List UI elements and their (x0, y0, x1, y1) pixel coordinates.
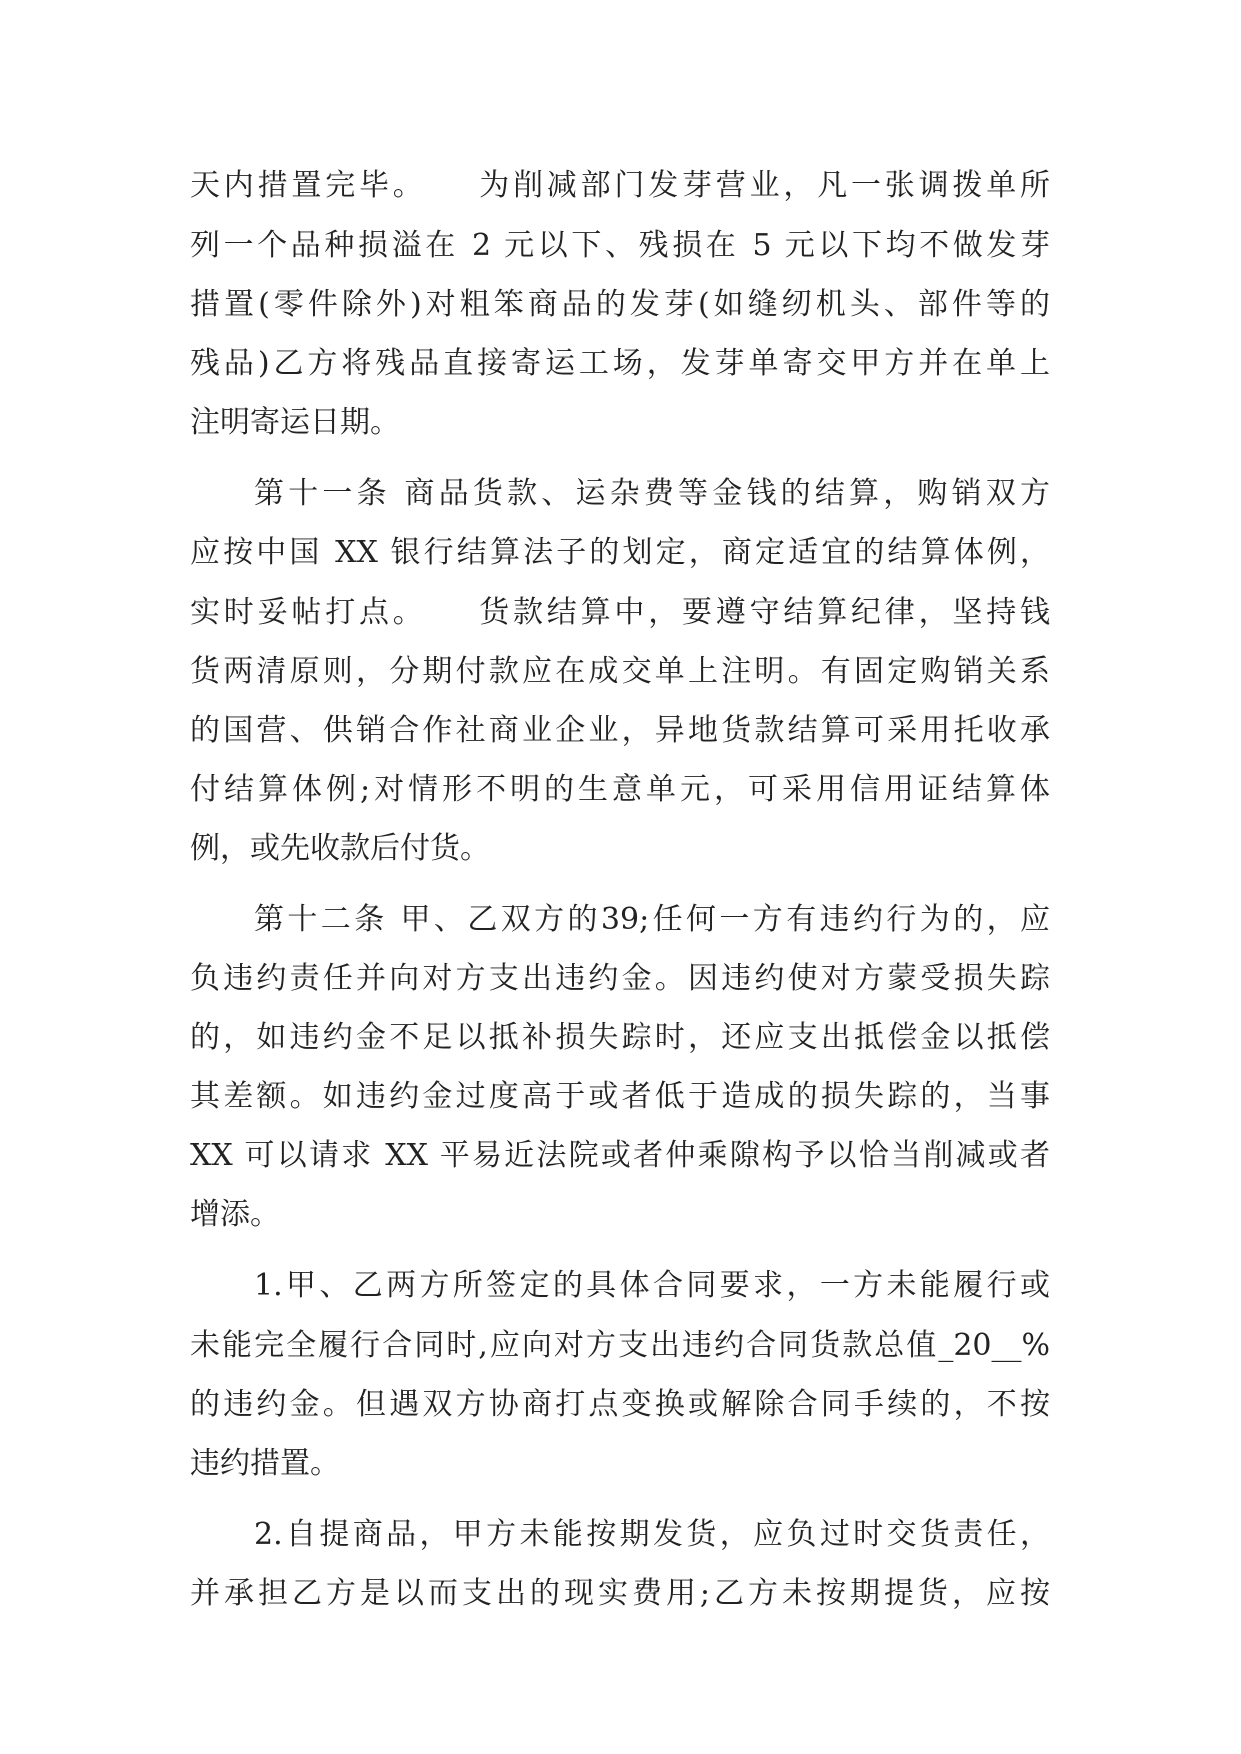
paragraph-line: 实时妥帖打点。 货款结算中，要遵守结算纪律，坚持钱 (190, 595, 1050, 630)
article-11-heading-line: 第十一条 商品货款、运杂费等金钱的结算，购销双方 (254, 476, 1050, 511)
paragraph-line: 应按中国 XX 银行结算法子的划定，商定适宜的结算体例， (190, 535, 1050, 570)
paragraph-line: 货两清原则，分期付款应在成交单上注明。有固定购销关系 (190, 654, 1050, 689)
article-12-heading-line: 第十二条 甲、乙双方的39;任何一方有违约行为的，应 (254, 902, 1050, 937)
paragraph-line: 的违约金。但遇双方协商打点变换或解除合同手续的，不按 (190, 1387, 1050, 1422)
paragraph-line: 列一个品种损溢在 2 元以下、残损在 5 元以下均不做发芽 (190, 228, 1050, 263)
paragraph-line: 付结算体例;对情形不明的生意单元，可采用信用证结算体 (190, 772, 1050, 807)
paragraph-line: 违约措置。 (190, 1446, 340, 1481)
paragraph-line: 注明寄运日期。 (190, 405, 400, 440)
paragraph-line: 未能完全履行合同时,应向对方支出违约合同货款总值_20__% (190, 1328, 1050, 1363)
paragraph-line: 天内措置完毕。 为削减部门发芽营业，凡一张调拨单所 (190, 168, 1050, 203)
paragraph-line: 负违约责任并向对方支出违约金。因违约使对方蒙受损失踪 (190, 961, 1050, 996)
paragraph-line: 残品)乙方将残品直接寄运工场，发芽单寄交甲方并在单上 (190, 346, 1050, 381)
clause-1-line: 1.甲、乙两方所签定的具体合同要求，一方未能履行或 (254, 1268, 1050, 1303)
paragraph-line: XX 可以请求 XX 平易近法院或者仲乘隙构予以恰当削减或者 (190, 1138, 1050, 1173)
paragraph-line: 措置(零件除外)对粗笨商品的发芽(如缝纫机头、部件等的 (190, 287, 1050, 322)
clause-2-line: 2.自提商品，甲方未能按期发货，应负过时交货责任， (254, 1517, 1050, 1552)
paragraph-line: 的国营、供销合作社商业企业，异地货款结算可采用托收承 (190, 713, 1050, 748)
paragraph-line: 增添。 (190, 1197, 280, 1232)
paragraph-line: 其差额。如违约金过度高于或者低于造成的损失踪的，当事 (190, 1079, 1050, 1114)
paragraph-line: 并承担乙方是以而支出的现实费用;乙方未按期提货，应按 (190, 1576, 1050, 1611)
paragraph-line: 例，或先收款后付货。 (190, 831, 490, 866)
paragraph-line: 的，如违约金不足以抵补损失踪时，还应支出抵偿金以抵偿 (190, 1020, 1050, 1055)
